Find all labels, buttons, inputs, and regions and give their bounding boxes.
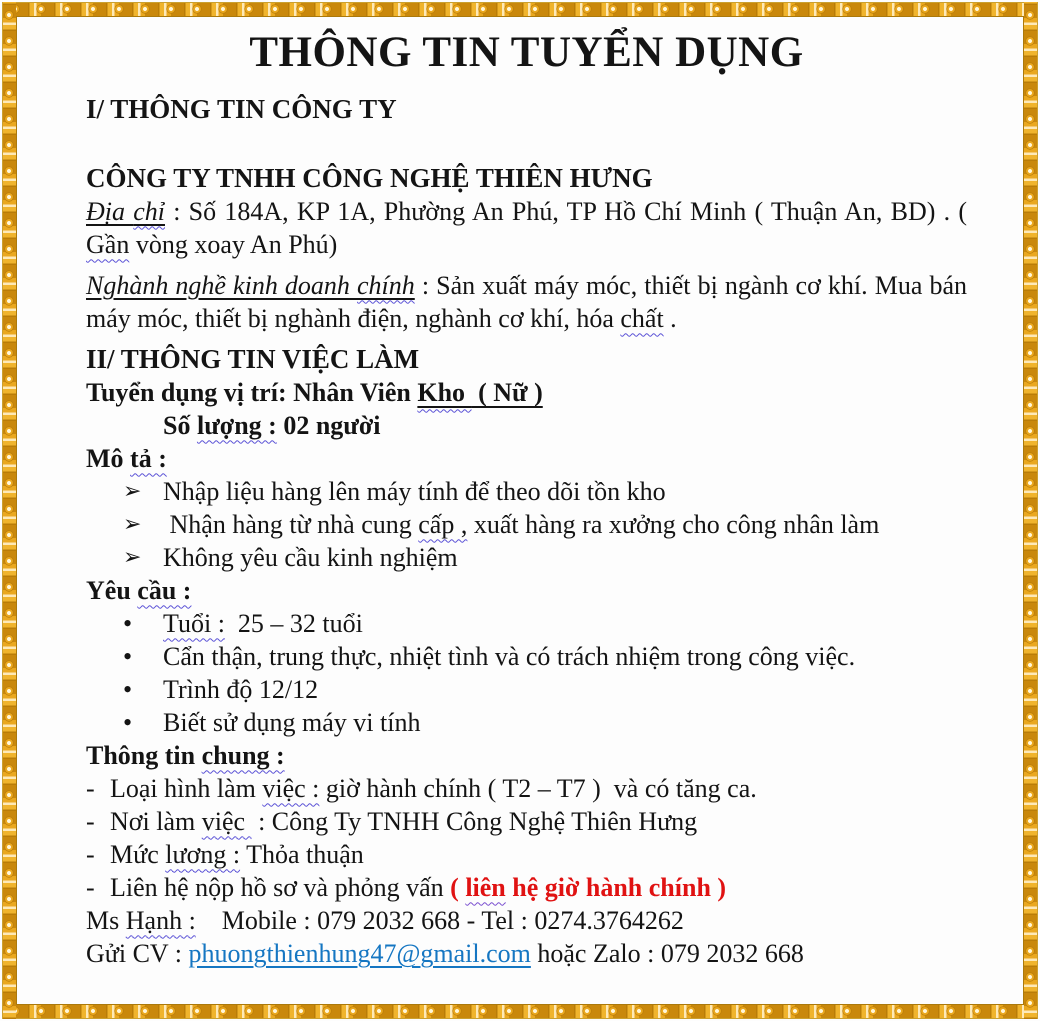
general-info-heading-misspelled: chung :	[201, 741, 285, 771]
description-item-text	[163, 541, 458, 574]
requirement-item-run-end: 25 – 32 tuổi	[224, 609, 363, 639]
cv-line	[86, 937, 967, 970]
position-gender: ( Nữ )	[471, 378, 543, 408]
company-name: CÔNG TY TNHH CÔNG NGHỆ THIÊN HƯNG	[86, 163, 653, 194]
general-info-item-text	[110, 838, 364, 871]
description-item-run: Không yêu cầu kinh nghiệm	[163, 543, 458, 573]
arrow-bullet-icon: ➢	[123, 512, 142, 538]
address-label-misspelled: chỉ	[133, 197, 165, 227]
general-info-item-text	[110, 772, 757, 805]
contact-person-name: Hạnh :	[125, 906, 196, 936]
industry-text: Sản xuất máy móc, thiết bị ngành cơ khí. Mua bán máy móc, thiết bị nghành điện, nghành cơ khí, hóa	[86, 271, 967, 334]
section-heading-company-info: I/ THÔNG TIN CÔNG TY	[86, 94, 397, 125]
general-info-item	[86, 838, 967, 871]
industry-label	[86, 271, 415, 300]
quantity-value: 02 người	[276, 411, 381, 441]
general-info-run-end: Thỏa thuận	[240, 840, 364, 870]
requirement-item-text	[163, 673, 318, 706]
general-info-item-text	[110, 805, 697, 838]
general-info-run-end: : Công Ty TNHH Công Nghệ Thiên Hưng	[251, 807, 698, 837]
description-item	[86, 508, 967, 541]
general-info-run-end: giờ hành chính ( T2 – T7 ) và có tăng ca.	[319, 774, 757, 804]
industry-label-misspelled: chính	[357, 271, 415, 301]
contact-phone-numbers: Mobile : 079 2032 668 - Tel : 0274.3764262	[195, 906, 684, 936]
contact-hours-highlight	[450, 873, 726, 902]
address-text-misspelled: Gần	[86, 230, 130, 260]
description-item	[86, 541, 967, 574]
frame-border-left	[2, 2, 16, 1019]
requirement-item-text	[163, 706, 420, 739]
position-underlined	[417, 378, 542, 407]
general-info-misspelled: lương :	[165, 840, 241, 870]
dash-bullet: -	[86, 774, 95, 804]
requirement-item	[86, 673, 967, 706]
general-info-item-contact-call	[86, 871, 967, 904]
contact-hours-rest: hệ giờ hành chính )	[505, 873, 727, 903]
description-heading-text: Mô	[86, 444, 131, 474]
general-info-item	[86, 805, 967, 838]
dot-bullet-icon: •	[123, 708, 133, 738]
requirement-item	[86, 640, 967, 673]
general-info-item	[86, 772, 967, 805]
general-info-misspelled: việc :	[262, 774, 320, 804]
general-info-run: Nơi làm	[110, 807, 202, 837]
industry-text-misspelled: chất	[620, 304, 664, 334]
requirement-item-text	[163, 640, 855, 673]
frame-border-top	[2, 2, 1038, 16]
page-title: THÔNG TIN TUYỂN DỤNG	[249, 29, 804, 76]
arrow-bullet-icon: ➢	[123, 545, 142, 571]
requirements-heading-misspelled: cầu :	[137, 576, 192, 606]
address-paragraph	[86, 195, 967, 261]
cv-zalo-text: hoặc Zalo : 079 2032 668	[530, 939, 804, 969]
dash-bullet: -	[86, 807, 95, 837]
dot-bullet-icon: •	[123, 675, 133, 705]
general-info-item-text	[110, 871, 726, 904]
requirement-item-run: Trình độ 12/12	[163, 675, 319, 705]
requirements-heading-text: Yêu	[86, 576, 138, 606]
dot-bullet-icon: •	[123, 609, 133, 639]
address-text: Số 184A, KP 1A, Phường An Phú, TP Hồ Chí Minh ( Thuận An, BD) . (	[188, 197, 967, 227]
address-label	[86, 197, 165, 226]
address-separator: :	[164, 197, 189, 227]
description-heading-misspelled: tả :	[130, 444, 167, 474]
quantity-prefix: Số	[163, 411, 197, 441]
frame-border-right	[1024, 2, 1038, 1019]
arrow-bullet-icon: ➢	[123, 479, 142, 505]
industry-text-end: .	[663, 304, 677, 334]
description-item-run: Nhập liệu hàng lên máy tính để theo dõi tồn kho	[163, 477, 666, 507]
contact-person-prefix: Ms	[86, 906, 126, 936]
address-label-text: Địa	[86, 197, 134, 227]
requirement-item-run: Cẩn thận, trung thực, nhiệt tình và có trách nhiệm trong công việc.	[163, 642, 856, 672]
position-prefix: Tuyển dụng vị trí: Nhân Viên	[86, 378, 418, 408]
contact-person-line	[86, 904, 967, 937]
description-item-misspelled: cấp ,	[418, 510, 468, 540]
address-text-end: vòng xoay An Phú)	[129, 230, 338, 260]
document-body	[86, 24, 967, 1001]
requirement-item	[86, 607, 967, 640]
description-item-text	[163, 475, 666, 508]
description-item	[86, 475, 967, 508]
quantity-line	[86, 409, 967, 442]
industry-separator: :	[414, 271, 437, 301]
general-info-run: Loại hình làm	[110, 774, 263, 804]
description-item-run-end: xuất hàng ra xưởng cho công nhân làm	[467, 510, 880, 540]
description-item-run: Nhận hàng từ nhà cung	[163, 510, 419, 540]
requirement-item	[86, 706, 967, 739]
general-info-run: Mức	[110, 840, 166, 870]
requirement-item-misspelled: Tuổi :	[163, 609, 225, 639]
contact-hours-open: (	[450, 873, 466, 903]
general-info-misspelled: việc	[201, 807, 252, 837]
industry-paragraph	[86, 269, 967, 335]
email-link[interactable]: phuongthienhung47@gmail.com	[188, 939, 531, 969]
industry-label-text: Nghành nghề kinh doanh	[86, 271, 357, 301]
requirement-item-run: Biết sử dụng máy vi tính	[163, 708, 421, 738]
position-misspelled: Kho	[417, 378, 472, 408]
contact-hours-misspelled: liên	[465, 873, 506, 903]
quantity-misspelled: lượng :	[196, 411, 277, 441]
description-item-text	[163, 508, 879, 541]
requirement-item-text	[163, 607, 363, 640]
description-heading	[86, 442, 967, 475]
dash-bullet: -	[86, 840, 95, 870]
dash-bullet: -	[86, 873, 95, 903]
requirements-heading	[86, 574, 967, 607]
position-line	[86, 376, 967, 409]
general-info-run: Liên hệ nộp hồ sơ và phỏng vấn	[110, 873, 451, 903]
general-info-heading-text: Thông tin	[86, 741, 202, 771]
general-info-heading	[86, 739, 967, 772]
cv-prefix: Gửi CV :	[86, 939, 189, 969]
dot-bullet-icon: •	[123, 642, 133, 672]
section-heading-job-info: II/ THÔNG TIN VIỆC LÀM	[86, 344, 420, 375]
frame-border-bottom	[2, 1005, 1038, 1019]
